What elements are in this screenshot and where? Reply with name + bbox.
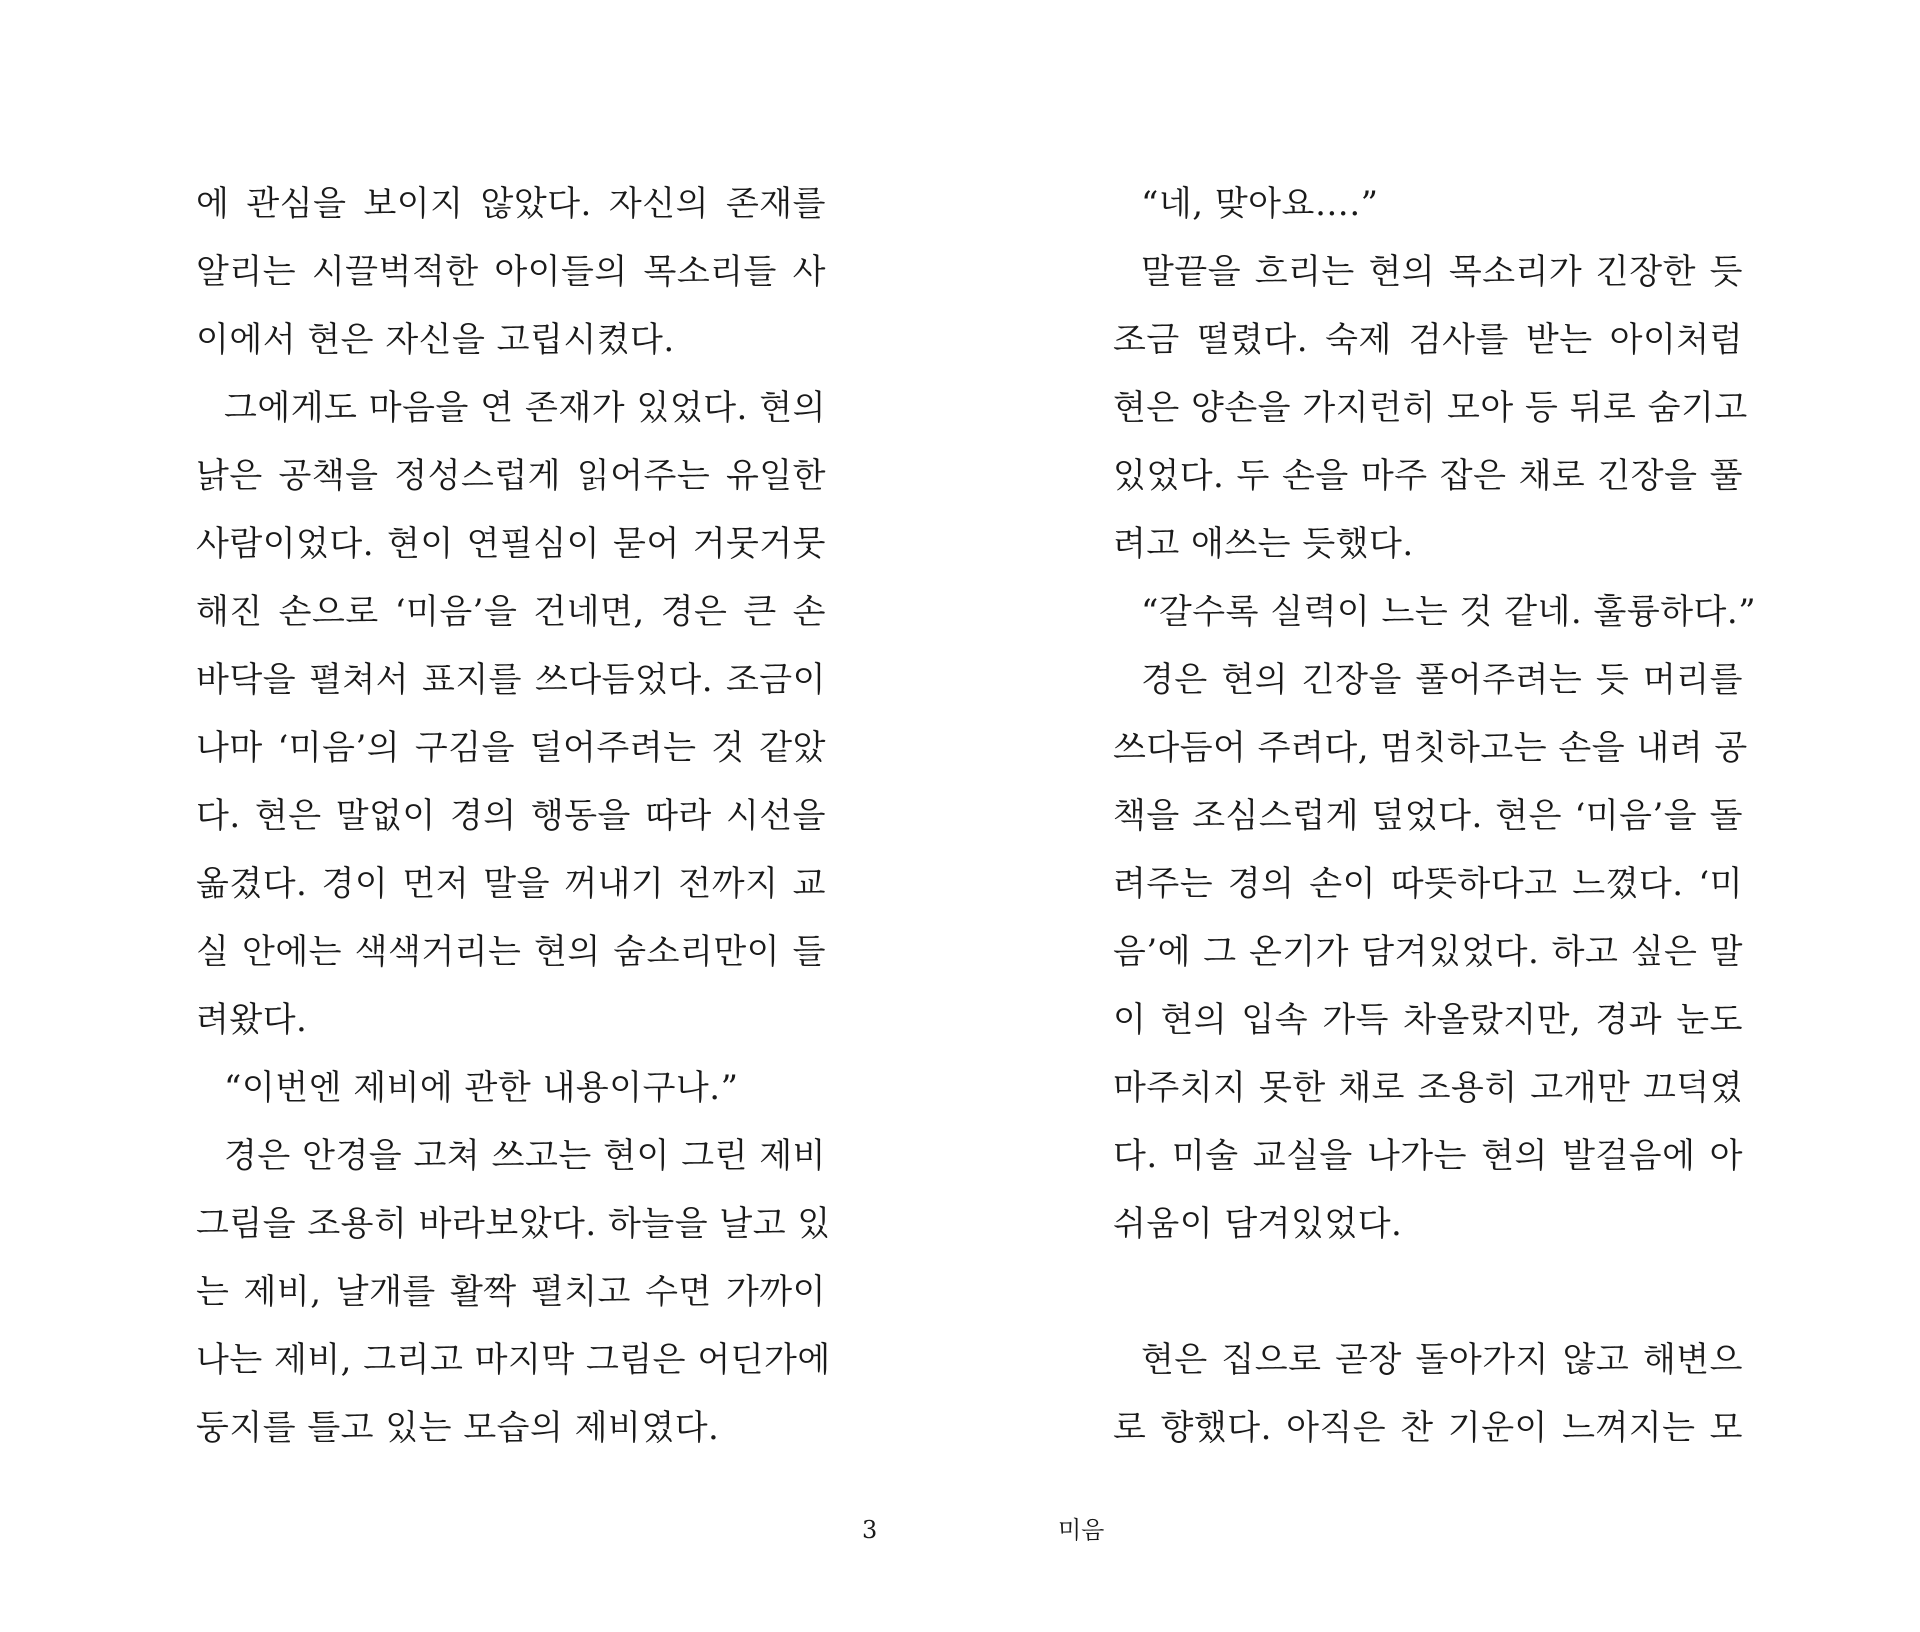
text-line: 려주는 경의 손이 따뜻하다고 느꼈다. ‘미 bbox=[1113, 864, 1743, 904]
right-page-text bbox=[1113, 170, 1757, 1462]
text-line: 옮겼다. 경이 먼저 말을 꺼내기 전까지 교 bbox=[196, 864, 826, 904]
text-line: 경은 현의 긴장을 풀어주려는 듯 머리를 bbox=[1141, 660, 1743, 700]
text-line: 쓰다듬어 주려다, 멈칫하고는 손을 내려 공 bbox=[1113, 728, 1748, 768]
book-title: 미음 bbox=[1058, 1516, 1105, 1544]
text-line: 려고 애쓰는 듯했다. bbox=[1113, 524, 1414, 564]
text-line: 그림을 조용히 바라보았다. 하늘을 날고 있 bbox=[196, 1204, 831, 1244]
text-line: 다. 미술 교실을 나가는 현의 발걸음에 아 bbox=[1113, 1136, 1743, 1176]
text-line: 해진 손으로 ‘미음’을 건네면, 경은 큰 손 bbox=[196, 592, 826, 632]
text-line: “이번엔 제비에 관한 내용이구나.” bbox=[224, 1068, 739, 1108]
text-line: “갈수록 실력이 느는 것 같네. 훌륭하다.” bbox=[1141, 592, 1757, 632]
text-line: 사람이었다. 현이 연필심이 묻어 거뭇거뭇 bbox=[196, 524, 826, 564]
text-line: 조금 떨렸다. 숙제 검사를 받는 아이처럼 bbox=[1113, 320, 1743, 360]
text-line: 둥지를 틀고 있는 모습의 제비였다. bbox=[196, 1408, 720, 1448]
text-line: 그에게도 마음을 연 존재가 있었다. 현의 bbox=[224, 388, 826, 428]
text-line: 알리는 시끌벅적한 아이들의 목소리들 사 bbox=[196, 252, 826, 292]
left-page-text bbox=[196, 170, 831, 1462]
text-line: 이 현의 입속 가득 차올랐지만, 경과 눈도 bbox=[1113, 1000, 1743, 1040]
text-line: 쉬움이 담겨있었다. bbox=[1113, 1204, 1403, 1244]
text-line: 마주치지 못한 채로 조용히 고개만 끄덕였 bbox=[1113, 1068, 1743, 1108]
text-line: 로 향했다. 아직은 찬 기운이 느껴지는 모 bbox=[1113, 1408, 1743, 1448]
text-line: 는 제비, 날개를 활짝 펼치고 수면 가까이 bbox=[196, 1272, 826, 1312]
text-line bbox=[1113, 1258, 1743, 1326]
text-line: 책을 조심스럽게 덮었다. 현은 ‘미음’을 돌 bbox=[1113, 796, 1743, 836]
text-line: 경은 안경을 고쳐 쓰고는 현이 그린 제비 bbox=[224, 1136, 826, 1176]
text-line: 현은 집으로 곧장 돌아가지 않고 해변으 bbox=[1141, 1340, 1743, 1380]
text-line: 나마 ‘미음’의 구김을 덜어주려는 것 같았 bbox=[196, 728, 826, 768]
text-line: 음’에 그 온기가 담겨있었다. 하고 싶은 말 bbox=[1113, 932, 1743, 972]
text-line: 낡은 공책을 정성스럽게 읽어주는 유일한 bbox=[196, 456, 826, 496]
text-line: “네, 맞아요….” bbox=[1141, 184, 1379, 224]
text-line: 다. 현은 말없이 경의 행동을 따라 시선을 bbox=[196, 796, 826, 836]
text-line: 현은 양손을 가지런히 모아 등 뒤로 숨기고 bbox=[1113, 388, 1748, 428]
text-line: 있었다. 두 손을 마주 잡은 채로 긴장을 풀 bbox=[1113, 456, 1743, 496]
text-line: 에 관심을 보이지 않았다. 자신의 존재를 bbox=[196, 184, 826, 224]
text-line: 실 안에는 색색거리는 현의 숨소리만이 들 bbox=[196, 932, 826, 972]
page-number: 3 bbox=[862, 1516, 878, 1544]
text-line: 나는 제비, 그리고 마지막 그림은 어딘가에 bbox=[196, 1340, 831, 1380]
text-line: 이에서 현은 자신을 고립시켰다. bbox=[196, 320, 675, 360]
text-line: 려왔다. bbox=[196, 1000, 308, 1040]
text-line: 말끝을 흐리는 현의 목소리가 긴장한 듯 bbox=[1141, 252, 1743, 292]
text-line: 바닥을 펼쳐서 표지를 쓰다듬었다. 조금이 bbox=[196, 660, 826, 700]
